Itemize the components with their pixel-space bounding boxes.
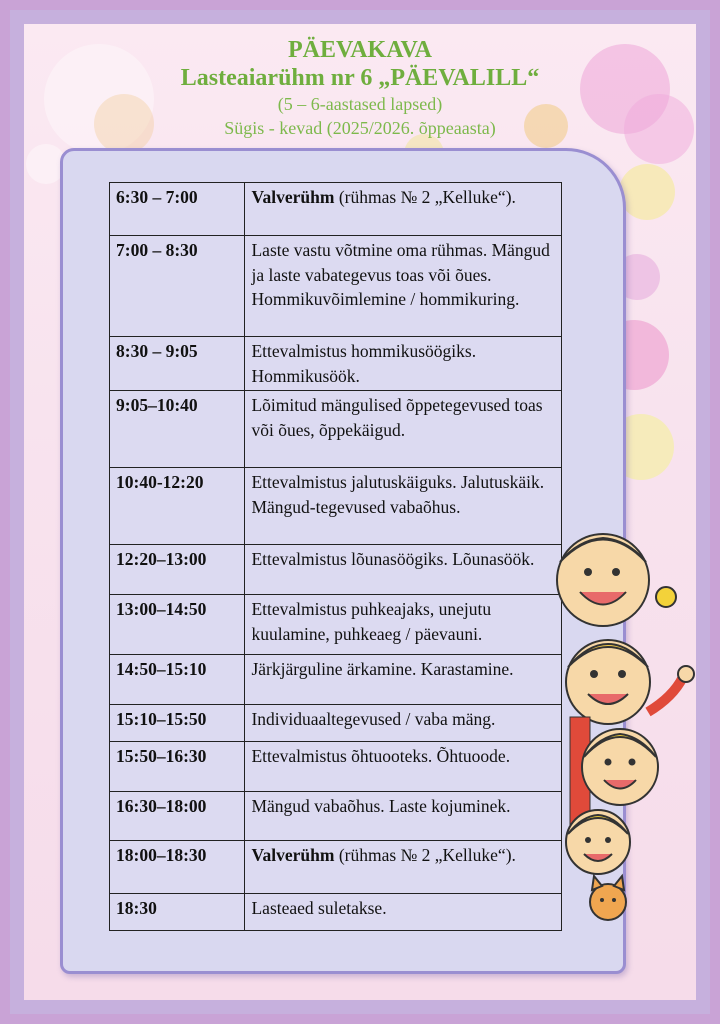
child-face-icon bbox=[582, 729, 658, 805]
activity-cell bbox=[245, 236, 562, 337]
activity-text: Ettevalmistus hommikusöögiks. Hommikusöök. bbox=[251, 341, 477, 386]
activity-emphasis: Valverühm bbox=[251, 845, 335, 865]
child-face-icon bbox=[566, 810, 630, 874]
activity-text: Ettevalmistus lõunasöögiks. Lõunasöök. bbox=[251, 549, 535, 569]
activity-cell bbox=[245, 894, 562, 931]
activity-text: Järkjärguline ärkamine. Karastamine. bbox=[251, 659, 514, 679]
children-illustration bbox=[548, 522, 708, 942]
time-cell: 15:10–15:50 bbox=[110, 705, 245, 742]
activity-cell bbox=[245, 337, 562, 391]
activity-text: Laste vastu võtmine oma rühmas. Mängud ja laste vabategevus toas või õues. Hommikuvõimlemine / hommikuring. bbox=[251, 240, 550, 309]
time-cell: 18:00–18:30 bbox=[110, 841, 245, 894]
table-row bbox=[110, 337, 562, 391]
time-cell: 15:50–16:30 bbox=[110, 742, 245, 792]
activity-text: Lasteaed suletakse. bbox=[251, 898, 387, 918]
time-cell: 10:40-12:20 bbox=[110, 468, 245, 545]
age-group: (5 – 6-aastased lapsed) bbox=[277, 94, 443, 114]
table-row bbox=[110, 183, 562, 236]
table-row bbox=[110, 468, 562, 545]
table-row bbox=[110, 792, 562, 841]
activity-cell bbox=[245, 705, 562, 742]
decor-bubble bbox=[619, 164, 675, 220]
table-row bbox=[110, 545, 562, 595]
table-row bbox=[110, 391, 562, 468]
activity-text: Lõimitud mängulised õppetegevused toas või õues, õppekäigud. bbox=[251, 395, 543, 440]
time-cell: 6:30 – 7:00 bbox=[110, 183, 245, 236]
activity-cell bbox=[245, 655, 562, 705]
table-row bbox=[110, 705, 562, 742]
activity-cell bbox=[245, 545, 562, 595]
header bbox=[24, 36, 696, 140]
time-cell: 16:30–18:00 bbox=[110, 792, 245, 841]
activity-cell bbox=[245, 595, 562, 655]
time-cell: 12:20–13:00 bbox=[110, 545, 245, 595]
activity-text: Ettevalmistus jalutuskäiguks. Jalutuskäik. Mängud-tegevused vabaõhus. bbox=[251, 472, 545, 517]
activity-text: Individuaaltegevused / vaba mäng. bbox=[251, 709, 496, 729]
activity-cell bbox=[245, 841, 562, 894]
table-row bbox=[110, 894, 562, 931]
time-cell: 14:50–15:10 bbox=[110, 655, 245, 705]
activity-cell bbox=[245, 183, 562, 236]
activity-text: Mängud vabaõhus. Laste kojuminek. bbox=[251, 796, 511, 816]
activity-cell bbox=[245, 391, 562, 468]
schedule-table bbox=[109, 182, 562, 931]
cat-icon bbox=[590, 876, 626, 920]
child-face-icon bbox=[557, 534, 676, 626]
time-cell: 8:30 – 9:05 bbox=[110, 337, 245, 391]
time-cell: 9:05–10:40 bbox=[110, 391, 245, 468]
table-row bbox=[110, 655, 562, 705]
activity-text: Ettevalmistus puhkeajaks, unejutu kuulamine, puhkeaeg / päevauni. bbox=[251, 599, 492, 644]
activity-text: (rühmas № 2 „Kelluke“). bbox=[334, 845, 516, 865]
page-title: PÄEVAKAVA bbox=[287, 37, 433, 63]
child-face-icon bbox=[566, 640, 694, 724]
activity-text: Ettevalmistus õhtuooteks. Õhtuoode. bbox=[251, 746, 511, 766]
table-row bbox=[110, 236, 562, 337]
time-cell: 13:00–14:50 bbox=[110, 595, 245, 655]
table-row bbox=[110, 595, 562, 655]
table-row bbox=[110, 742, 562, 792]
activity-cell bbox=[245, 742, 562, 792]
group-name: Lasteaiarühm nr 6 „PÄEVALILL“ bbox=[180, 65, 540, 91]
period: Sügis - kevad (2025/2026. õppeaasta) bbox=[224, 118, 496, 138]
activity-cell bbox=[245, 468, 562, 545]
table-row bbox=[110, 841, 562, 894]
activity-emphasis: Valverühm bbox=[251, 187, 335, 207]
time-cell: 7:00 – 8:30 bbox=[110, 236, 245, 337]
time-cell: 18:30 bbox=[110, 894, 245, 931]
activity-cell bbox=[245, 792, 562, 841]
activity-text: (rühmas № 2 „Kelluke“). bbox=[334, 187, 516, 207]
